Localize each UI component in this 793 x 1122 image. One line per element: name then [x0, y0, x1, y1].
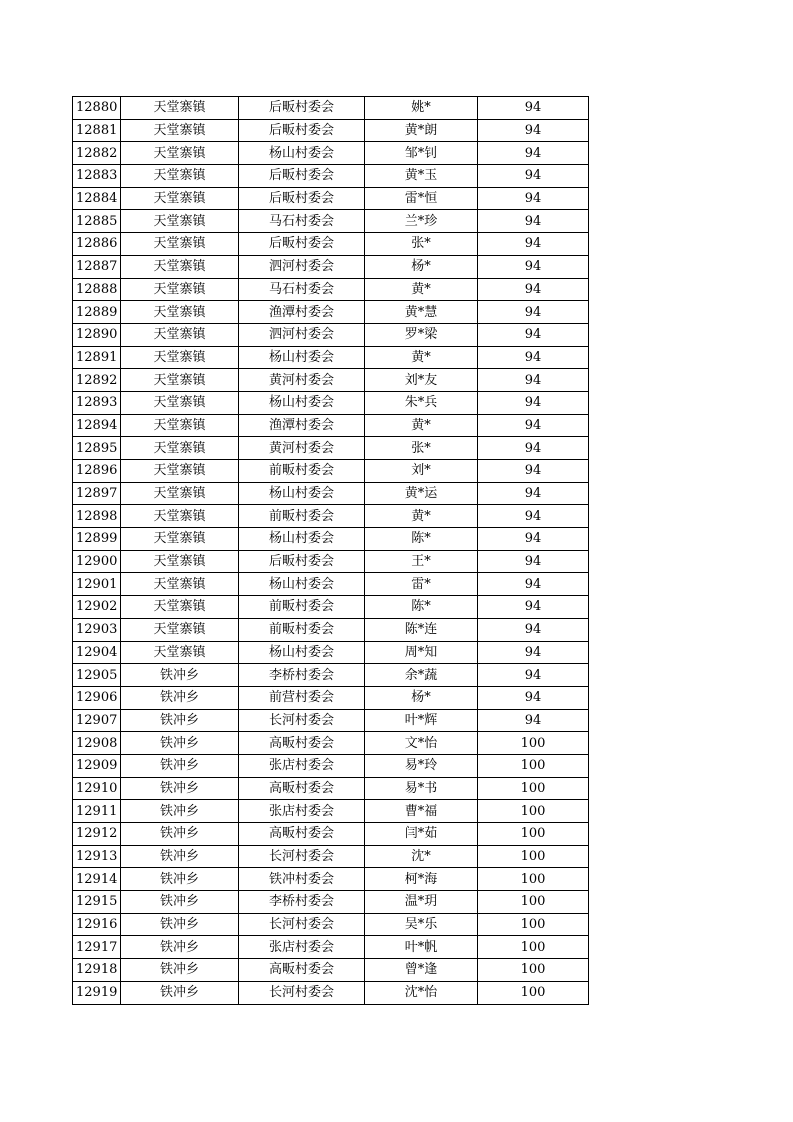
name-cell: 周*知 — [365, 641, 478, 664]
table-row — [73, 664, 589, 687]
row-id-cell: 12890 — [73, 323, 121, 346]
table-row — [73, 97, 589, 120]
town-cell: 天堂寨镇 — [121, 187, 239, 210]
row-id-cell: 12913 — [73, 845, 121, 868]
village-cell: 后畈村委会 — [239, 165, 365, 188]
village-cell: 马石村委会 — [239, 278, 365, 301]
row-id-cell: 12881 — [73, 119, 121, 142]
row-id-cell: 12914 — [73, 868, 121, 891]
table-body — [73, 97, 589, 1005]
town-cell: 天堂寨镇 — [121, 505, 239, 528]
village-cell: 渔潭村委会 — [239, 414, 365, 437]
village-cell: 后畈村委会 — [239, 119, 365, 142]
table-row — [73, 641, 589, 664]
town-cell: 天堂寨镇 — [121, 142, 239, 165]
row-id-cell: 12905 — [73, 664, 121, 687]
town-cell: 天堂寨镇 — [121, 278, 239, 301]
town-cell: 天堂寨镇 — [121, 346, 239, 369]
table-row — [73, 936, 589, 959]
name-cell: 余*蔬 — [365, 664, 478, 687]
score-cell: 94 — [478, 573, 589, 596]
name-cell: 陈* — [365, 596, 478, 619]
town-cell: 天堂寨镇 — [121, 97, 239, 120]
score-cell: 100 — [478, 777, 589, 800]
table-row — [73, 845, 589, 868]
village-cell: 杨山村委会 — [239, 641, 365, 664]
name-cell: 易*玲 — [365, 754, 478, 777]
village-cell: 高畈村委会 — [239, 823, 365, 846]
town-cell: 铁冲乡 — [121, 981, 239, 1004]
name-cell: 沈*怡 — [365, 981, 478, 1004]
town-cell: 铁冲乡 — [121, 709, 239, 732]
row-id-cell: 12902 — [73, 596, 121, 619]
score-cell: 94 — [478, 505, 589, 528]
data-table — [72, 96, 589, 1005]
row-id-cell: 12888 — [73, 278, 121, 301]
row-id-cell: 12891 — [73, 346, 121, 369]
name-cell: 黄*慧 — [365, 301, 478, 324]
table-row — [73, 323, 589, 346]
village-cell: 杨山村委会 — [239, 528, 365, 551]
name-cell: 姚* — [365, 97, 478, 120]
table-row — [73, 596, 589, 619]
town-cell: 天堂寨镇 — [121, 301, 239, 324]
score-cell: 100 — [478, 754, 589, 777]
name-cell: 叶*辉 — [365, 709, 478, 732]
table-row — [73, 278, 589, 301]
score-cell: 94 — [478, 709, 589, 732]
village-cell: 高畈村委会 — [239, 777, 365, 800]
village-cell: 长河村委会 — [239, 981, 365, 1004]
town-cell: 天堂寨镇 — [121, 528, 239, 551]
village-cell: 李桥村委会 — [239, 664, 365, 687]
town-cell: 天堂寨镇 — [121, 482, 239, 505]
table-row — [73, 346, 589, 369]
name-cell: 张* — [365, 233, 478, 256]
row-id-cell: 12896 — [73, 460, 121, 483]
row-id-cell: 12892 — [73, 369, 121, 392]
name-cell: 王* — [365, 550, 478, 573]
village-cell: 前畈村委会 — [239, 505, 365, 528]
town-cell: 铁冲乡 — [121, 754, 239, 777]
village-cell: 后畈村委会 — [239, 550, 365, 573]
name-cell: 黄*玉 — [365, 165, 478, 188]
town-cell: 天堂寨镇 — [121, 641, 239, 664]
name-cell: 罗*梁 — [365, 323, 478, 346]
row-id-cell: 12901 — [73, 573, 121, 596]
score-cell: 94 — [478, 187, 589, 210]
village-cell: 杨山村委会 — [239, 391, 365, 414]
village-cell: 高畈村委会 — [239, 959, 365, 982]
score-cell: 100 — [478, 913, 589, 936]
village-cell: 渔潭村委会 — [239, 301, 365, 324]
table-row — [73, 732, 589, 755]
village-cell: 马石村委会 — [239, 210, 365, 233]
table-row — [73, 959, 589, 982]
table-row — [73, 414, 589, 437]
score-cell: 94 — [478, 142, 589, 165]
town-cell: 铁冲乡 — [121, 686, 239, 709]
town-cell: 天堂寨镇 — [121, 119, 239, 142]
town-cell: 天堂寨镇 — [121, 233, 239, 256]
score-cell: 100 — [478, 981, 589, 1004]
score-cell: 100 — [478, 959, 589, 982]
name-cell: 黄* — [365, 278, 478, 301]
town-cell: 铁冲乡 — [121, 868, 239, 891]
score-cell: 94 — [478, 255, 589, 278]
name-cell: 杨* — [365, 255, 478, 278]
town-cell: 铁冲乡 — [121, 732, 239, 755]
score-cell: 94 — [478, 301, 589, 324]
score-cell: 100 — [478, 868, 589, 891]
name-cell: 黄* — [365, 346, 478, 369]
village-cell: 高畈村委会 — [239, 732, 365, 755]
village-cell: 长河村委会 — [239, 709, 365, 732]
town-cell: 天堂寨镇 — [121, 437, 239, 460]
table-row — [73, 891, 589, 914]
row-id-cell: 12915 — [73, 891, 121, 914]
score-cell: 94 — [478, 323, 589, 346]
town-cell: 铁冲乡 — [121, 777, 239, 800]
town-cell: 铁冲乡 — [121, 845, 239, 868]
name-cell: 吴*乐 — [365, 913, 478, 936]
town-cell: 天堂寨镇 — [121, 573, 239, 596]
row-id-cell: 12910 — [73, 777, 121, 800]
row-id-cell: 12885 — [73, 210, 121, 233]
row-id-cell: 12918 — [73, 959, 121, 982]
village-cell: 后畈村委会 — [239, 187, 365, 210]
row-id-cell: 12884 — [73, 187, 121, 210]
name-cell: 陈*连 — [365, 618, 478, 641]
village-cell: 泗河村委会 — [239, 255, 365, 278]
table-row — [73, 210, 589, 233]
table-row — [73, 233, 589, 256]
name-cell: 黄*朗 — [365, 119, 478, 142]
score-cell: 94 — [478, 210, 589, 233]
table-row — [73, 777, 589, 800]
town-cell: 天堂寨镇 — [121, 255, 239, 278]
score-cell: 94 — [478, 97, 589, 120]
town-cell: 天堂寨镇 — [121, 550, 239, 573]
score-cell: 94 — [478, 437, 589, 460]
score-cell: 94 — [478, 528, 589, 551]
town-cell: 铁冲乡 — [121, 664, 239, 687]
village-cell: 前畈村委会 — [239, 596, 365, 619]
row-id-cell: 12911 — [73, 800, 121, 823]
village-cell: 李桥村委会 — [239, 891, 365, 914]
score-cell: 94 — [478, 641, 589, 664]
table-row — [73, 505, 589, 528]
score-cell: 94 — [478, 119, 589, 142]
name-cell: 沈* — [365, 845, 478, 868]
town-cell: 铁冲乡 — [121, 800, 239, 823]
score-cell: 94 — [478, 686, 589, 709]
town-cell: 铁冲乡 — [121, 913, 239, 936]
row-id-cell: 12893 — [73, 391, 121, 414]
score-cell: 100 — [478, 800, 589, 823]
table-row — [73, 369, 589, 392]
town-cell: 天堂寨镇 — [121, 618, 239, 641]
name-cell: 黄* — [365, 414, 478, 437]
score-cell: 100 — [478, 891, 589, 914]
village-cell: 杨山村委会 — [239, 573, 365, 596]
name-cell: 文*怡 — [365, 732, 478, 755]
village-cell: 后畈村委会 — [239, 97, 365, 120]
village-cell: 张店村委会 — [239, 936, 365, 959]
table-row — [73, 119, 589, 142]
name-cell: 黄* — [365, 505, 478, 528]
row-id-cell: 12897 — [73, 482, 121, 505]
table-row — [73, 686, 589, 709]
table-row — [73, 754, 589, 777]
village-cell: 泗河村委会 — [239, 323, 365, 346]
row-id-cell: 12912 — [73, 823, 121, 846]
name-cell: 叶*帆 — [365, 936, 478, 959]
table-row — [73, 709, 589, 732]
row-id-cell: 12895 — [73, 437, 121, 460]
row-id-cell: 12907 — [73, 709, 121, 732]
row-id-cell: 12880 — [73, 97, 121, 120]
score-cell: 94 — [478, 369, 589, 392]
table-row — [73, 391, 589, 414]
town-cell: 天堂寨镇 — [121, 391, 239, 414]
village-cell: 前畈村委会 — [239, 460, 365, 483]
table-row — [73, 618, 589, 641]
table-row — [73, 187, 589, 210]
score-cell: 94 — [478, 278, 589, 301]
score-cell: 94 — [478, 414, 589, 437]
score-cell: 100 — [478, 823, 589, 846]
row-id-cell: 12887 — [73, 255, 121, 278]
name-cell: 曾*逢 — [365, 959, 478, 982]
name-cell: 刘* — [365, 460, 478, 483]
table-row — [73, 165, 589, 188]
score-cell: 94 — [478, 233, 589, 256]
table-row — [73, 301, 589, 324]
row-id-cell: 12883 — [73, 165, 121, 188]
table-row — [73, 255, 589, 278]
town-cell: 天堂寨镇 — [121, 460, 239, 483]
name-cell: 雷* — [365, 573, 478, 596]
score-cell: 94 — [478, 460, 589, 483]
table-row — [73, 823, 589, 846]
town-cell: 铁冲乡 — [121, 936, 239, 959]
town-cell: 铁冲乡 — [121, 959, 239, 982]
name-cell: 柯*海 — [365, 868, 478, 891]
table-row — [73, 800, 589, 823]
town-cell: 天堂寨镇 — [121, 210, 239, 233]
score-cell: 94 — [478, 346, 589, 369]
score-cell: 94 — [478, 664, 589, 687]
village-cell: 长河村委会 — [239, 845, 365, 868]
table-row — [73, 981, 589, 1004]
row-id-cell: 12917 — [73, 936, 121, 959]
table-row — [73, 528, 589, 551]
village-cell: 杨山村委会 — [239, 142, 365, 165]
score-cell: 100 — [478, 732, 589, 755]
score-cell: 100 — [478, 845, 589, 868]
name-cell: 黄*运 — [365, 482, 478, 505]
row-id-cell: 12900 — [73, 550, 121, 573]
table-row — [73, 550, 589, 573]
town-cell: 铁冲乡 — [121, 823, 239, 846]
table-row — [73, 460, 589, 483]
village-cell: 黄河村委会 — [239, 437, 365, 460]
row-id-cell: 12919 — [73, 981, 121, 1004]
town-cell: 天堂寨镇 — [121, 165, 239, 188]
row-id-cell: 12886 — [73, 233, 121, 256]
score-cell: 94 — [478, 391, 589, 414]
name-cell: 温*玥 — [365, 891, 478, 914]
village-cell: 张店村委会 — [239, 800, 365, 823]
row-id-cell: 12906 — [73, 686, 121, 709]
name-cell: 陈* — [365, 528, 478, 551]
score-cell: 100 — [478, 936, 589, 959]
town-cell: 铁冲乡 — [121, 891, 239, 914]
row-id-cell: 12899 — [73, 528, 121, 551]
row-id-cell: 12894 — [73, 414, 121, 437]
village-cell: 前营村委会 — [239, 686, 365, 709]
table-row — [73, 913, 589, 936]
name-cell: 曹*福 — [365, 800, 478, 823]
row-id-cell: 12909 — [73, 754, 121, 777]
village-cell: 后畈村委会 — [239, 233, 365, 256]
name-cell: 兰*珍 — [365, 210, 478, 233]
row-id-cell: 12916 — [73, 913, 121, 936]
table-row — [73, 868, 589, 891]
village-cell: 杨山村委会 — [239, 346, 365, 369]
row-id-cell: 12889 — [73, 301, 121, 324]
score-cell: 94 — [478, 596, 589, 619]
town-cell: 天堂寨镇 — [121, 323, 239, 346]
score-cell: 94 — [478, 482, 589, 505]
row-id-cell: 12903 — [73, 618, 121, 641]
table-row — [73, 437, 589, 460]
town-cell: 天堂寨镇 — [121, 369, 239, 392]
name-cell: 朱*兵 — [365, 391, 478, 414]
table-row — [73, 573, 589, 596]
table-row — [73, 142, 589, 165]
village-cell: 杨山村委会 — [239, 482, 365, 505]
village-cell: 铁冲村委会 — [239, 868, 365, 891]
score-cell: 94 — [478, 165, 589, 188]
town-cell: 天堂寨镇 — [121, 596, 239, 619]
village-cell: 前畈村委会 — [239, 618, 365, 641]
name-cell: 杨* — [365, 686, 478, 709]
name-cell: 闫*茹 — [365, 823, 478, 846]
table-row — [73, 482, 589, 505]
row-id-cell: 12898 — [73, 505, 121, 528]
village-cell: 黄河村委会 — [239, 369, 365, 392]
score-cell: 94 — [478, 550, 589, 573]
name-cell: 邹*钊 — [365, 142, 478, 165]
row-id-cell: 12882 — [73, 142, 121, 165]
row-id-cell: 12904 — [73, 641, 121, 664]
name-cell: 张* — [365, 437, 478, 460]
name-cell: 刘*友 — [365, 369, 478, 392]
village-cell: 长河村委会 — [239, 913, 365, 936]
name-cell: 雷*恒 — [365, 187, 478, 210]
score-cell: 94 — [478, 618, 589, 641]
town-cell: 天堂寨镇 — [121, 414, 239, 437]
name-cell: 易*书 — [365, 777, 478, 800]
row-id-cell: 12908 — [73, 732, 121, 755]
village-cell: 张店村委会 — [239, 754, 365, 777]
